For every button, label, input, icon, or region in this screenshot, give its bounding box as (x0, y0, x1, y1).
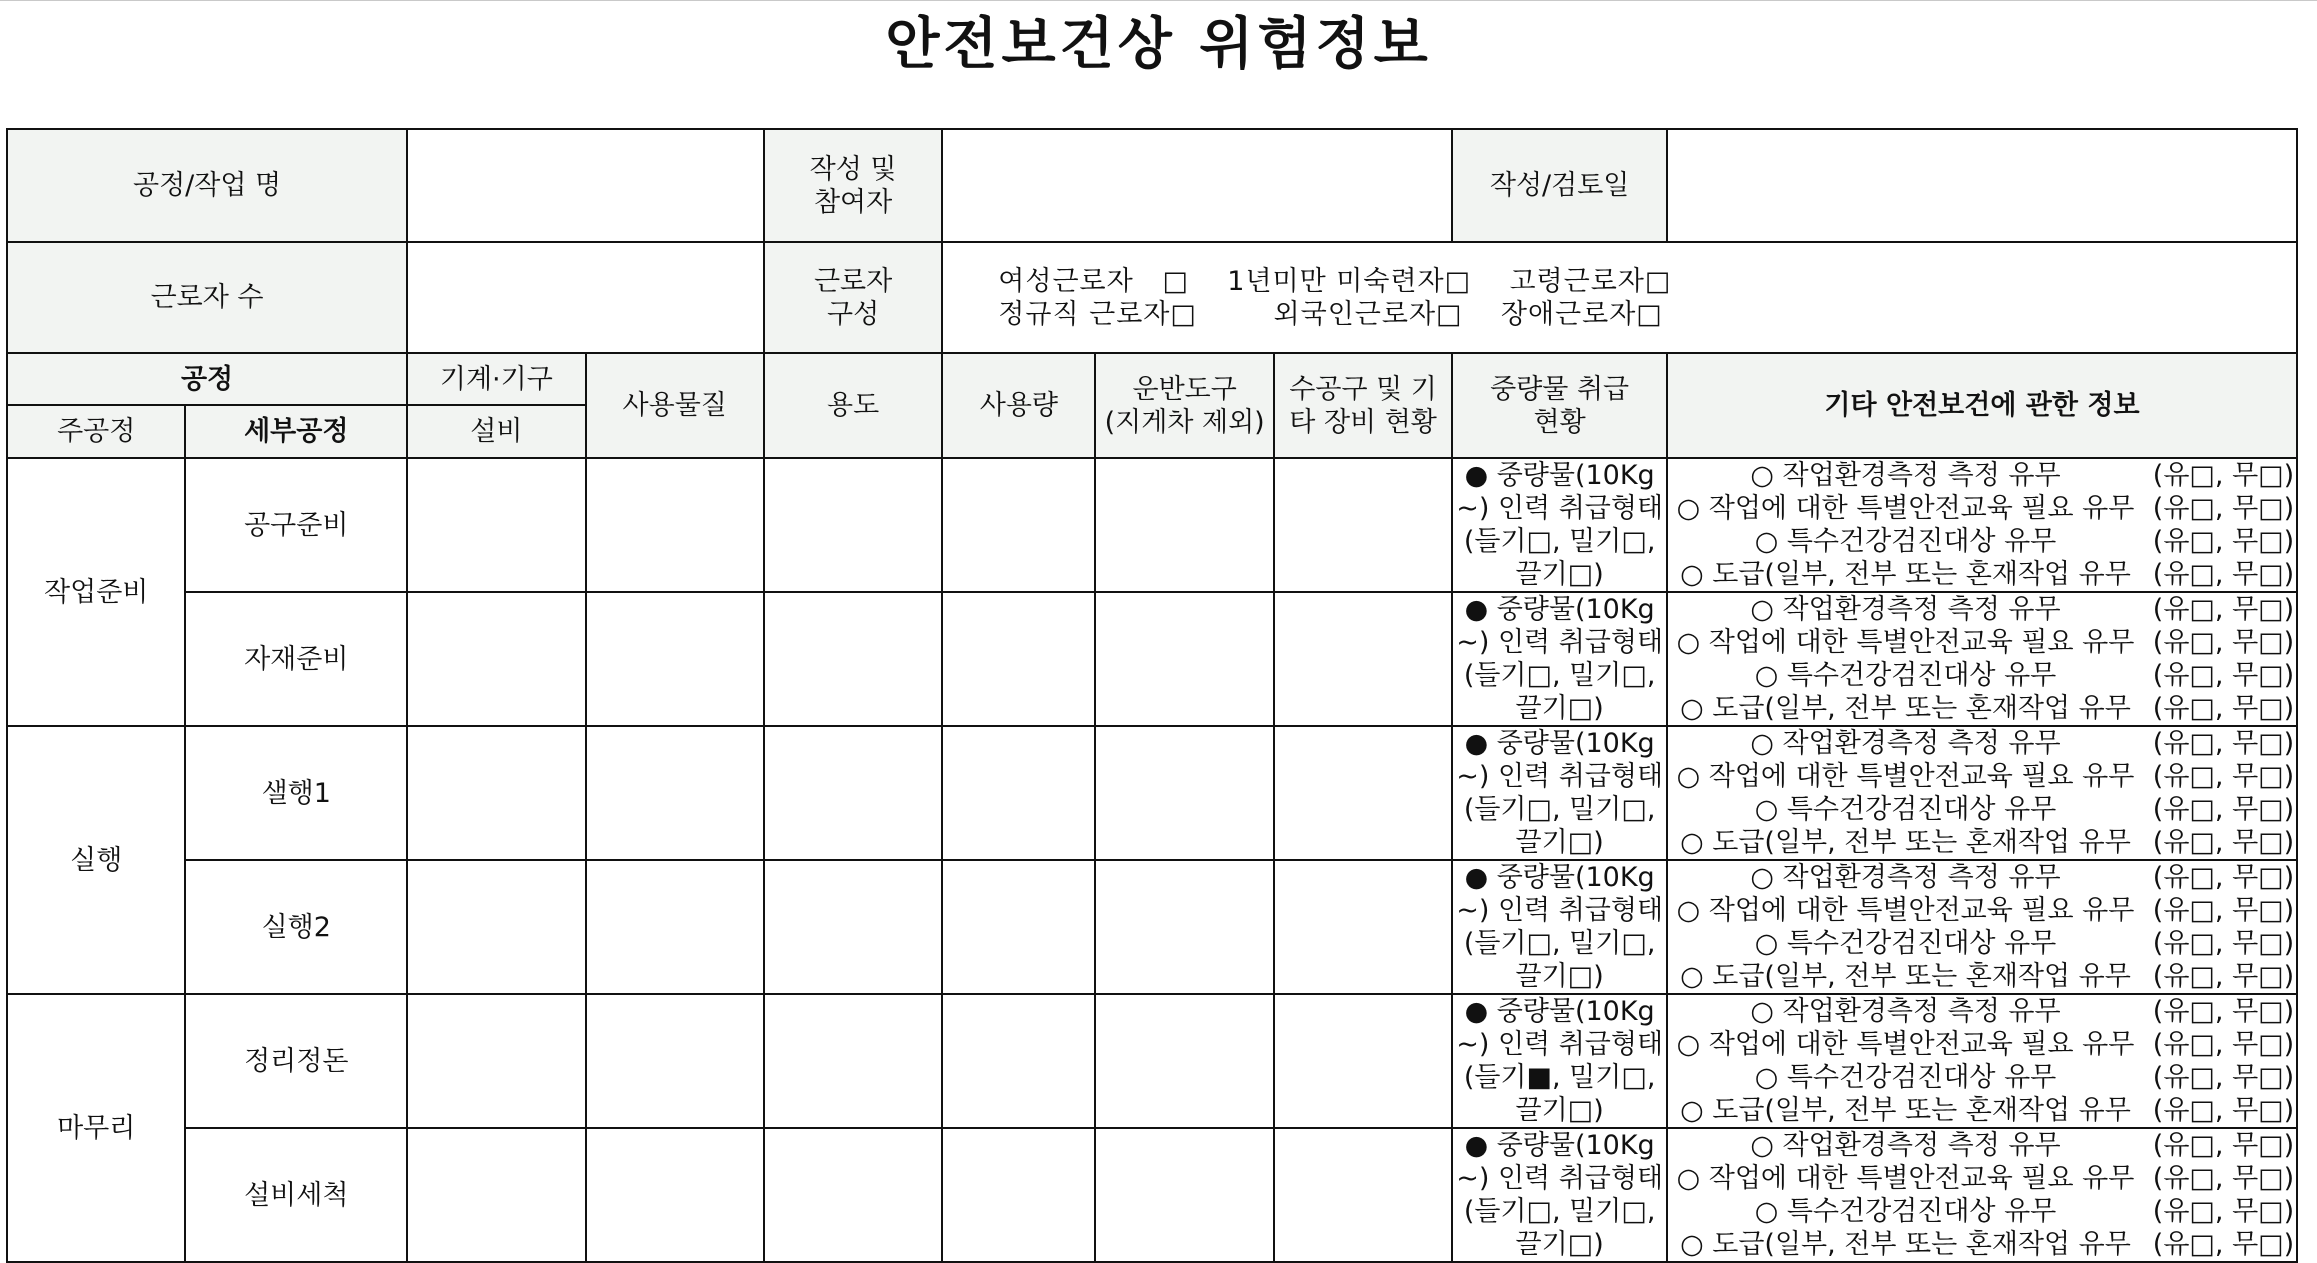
other-info-item-checkbox[interactable]: (유□, 무□) (2152, 961, 2295, 992)
process-row (7, 860, 2297, 994)
process-name-field[interactable] (407, 129, 764, 242)
main-process-label: 마무리 (57, 1112, 136, 1144)
col-main-process-header (7, 405, 185, 458)
sub-process-cell (185, 726, 407, 860)
amount-cell[interactable] (942, 1128, 1095, 1262)
other-info-item-text: ○ 도급(일부, 전부 또는 혼재작업 유무 (1680, 1095, 2131, 1126)
tools-cell[interactable] (1274, 1128, 1452, 1262)
usage-cell[interactable] (764, 994, 942, 1128)
other-info-item-checkbox[interactable]: (유□, 무□) (2152, 1196, 2295, 1227)
sub-process-label: 설비세척 (244, 1179, 349, 1211)
materials-cell[interactable] (586, 458, 764, 592)
equipment-cell[interactable] (407, 994, 585, 1128)
col-tools-header (1274, 353, 1452, 458)
col-materials-text: 사용물질 (622, 390, 727, 421)
col-process-header (7, 353, 407, 405)
usage-cell[interactable] (764, 860, 942, 994)
amount-cell[interactable] (942, 994, 1095, 1128)
worker-count-label (7, 242, 407, 353)
other-info-item-text: ○ 작업에 대한 특별안전교육 필요 유무 (1676, 1029, 2135, 1060)
transport-cell[interactable] (1095, 1128, 1273, 1262)
col-heavy-header (1452, 353, 1667, 458)
heavy-handling-line: ● 중량물(10Kg (1464, 1130, 1655, 1161)
page-title: 안전보건상 위험정보 (885, 12, 1432, 77)
other-info-item[interactable] (1668, 1129, 2296, 1162)
col-amount-header (942, 353, 1095, 458)
heavy-handling-cell[interactable] (1452, 726, 1667, 860)
heavy-handling-line[interactable]: 끌기□) (1515, 1229, 1604, 1260)
sub-process-label: 자재준비 (244, 643, 349, 675)
col-equipment-header (407, 405, 585, 458)
other-info-item-text: ○ 특수건강검진대상 유무 (1754, 660, 2057, 691)
sub-process-cell (185, 860, 407, 994)
sub-process-label: 샐행1 (261, 777, 331, 809)
heavy-handling-line: ~) 인력 취급형태 (1456, 1163, 1664, 1194)
heavy-handling-line[interactable]: 끌기□) (1515, 827, 1604, 858)
other-info-item-text: ○ 특수건강검진대상 유무 (1754, 526, 2057, 557)
other-info-item-checkbox[interactable]: (유□, 무□) (2152, 627, 2295, 658)
other-info-item-checkbox[interactable]: (유□, 무□) (2152, 1029, 2295, 1060)
other-info-item-text: ○ 도급(일부, 전부 또는 혼재작업 유무 (1680, 559, 2131, 590)
col-usage-text: 용도 (827, 390, 880, 421)
other-info-item-checkbox[interactable]: (유□, 무□) (2152, 928, 2295, 959)
other-info-item[interactable] (1668, 1061, 2296, 1094)
other-info-item[interactable] (1668, 492, 2296, 525)
col-transport-line1: 운반도구 (1132, 373, 1237, 405)
heavy-handling-line[interactable]: (들기□, 밀기□, (1463, 1196, 1656, 1227)
col-amount-text: 사용량 (979, 390, 1059, 421)
top-border-line (0, 0, 2317, 1)
heavy-handling-line: ● 중량물(10Kg (1464, 460, 1655, 491)
composition-checkboxes[interactable] (942, 242, 2297, 353)
heavy-handling-cell[interactable] (1452, 458, 1667, 592)
heavy-handling-line[interactable]: 끌기□) (1515, 1095, 1604, 1126)
usage-cell[interactable] (764, 1128, 942, 1262)
sub-process-cell (185, 994, 407, 1128)
heavy-handling-line: ● 중량물(10Kg (1464, 996, 1655, 1027)
equipment-cell[interactable] (407, 458, 585, 592)
other-info-item-checkbox[interactable]: (유□, 무□) (2152, 761, 2295, 792)
other-info-item-text: ○ 특수건강검진대상 유무 (1754, 928, 2057, 959)
date-label-text: 작성/검토일 (1489, 170, 1630, 201)
worker-count-label-text: 근로자 수 (150, 282, 264, 313)
col-other-text: 기타 안전보건에 관한 정보 (1824, 390, 2140, 421)
main-process-label: 작업준비 (44, 576, 149, 608)
heavy-handling-line[interactable]: 끌기□) (1515, 961, 1604, 992)
other-info-item-checkbox[interactable]: (유□, 무□) (2152, 794, 2295, 825)
other-info-item-text: ○ 도급(일부, 전부 또는 혼재작업 유무 (1680, 961, 2131, 992)
other-info-item-checkbox[interactable]: (유□, 무□) (2152, 660, 2295, 691)
other-info-item[interactable] (1668, 927, 2296, 960)
equipment-cell[interactable] (407, 860, 585, 994)
other-info-cell[interactable] (1667, 994, 2297, 1128)
heavy-handling-line: ~) 인력 취급형태 (1456, 761, 1664, 792)
heavy-handling-line[interactable]: (들기□, 밀기□, (1463, 928, 1656, 959)
col-sub-process-text: 세부공정 (244, 416, 349, 447)
transport-cell[interactable] (1095, 994, 1273, 1128)
other-info-item-text: ○ 작업환경측정 측정 유무 (1750, 594, 2061, 625)
sub-process-cell (185, 1128, 407, 1262)
other-info-item-checkbox[interactable]: (유□, 무□) (2152, 728, 2295, 759)
col-machine-header (407, 353, 585, 405)
amount-cell[interactable] (942, 458, 1095, 592)
other-info-item-text: ○ 작업에 대한 특별안전교육 필요 유무 (1676, 493, 2135, 524)
process-row (7, 994, 2297, 1128)
other-info-item[interactable] (1668, 727, 2296, 760)
other-info-item-checkbox[interactable]: (유□, 무□) (2152, 526, 2295, 557)
heavy-handling-line[interactable]: (들기□, 밀기□, (1463, 526, 1656, 557)
transport-cell[interactable] (1095, 726, 1273, 860)
usage-cell[interactable] (764, 592, 942, 726)
materials-cell[interactable] (586, 860, 764, 994)
other-info-item-checkbox[interactable]: (유□, 무□) (2152, 827, 2295, 858)
composition-row-2[interactable]: 정규직 근로자□ 외국인근로자□ 장애근로자□ (998, 298, 1663, 330)
equipment-cell[interactable] (407, 592, 585, 726)
other-info-cell[interactable] (1667, 860, 2297, 994)
tools-cell[interactable] (1274, 592, 1452, 726)
composition-label-line1: 근로자 (813, 265, 893, 297)
equipment-cell[interactable] (407, 726, 585, 860)
tools-cell[interactable] (1274, 994, 1452, 1128)
other-info-item-checkbox[interactable]: (유□, 무□) (2152, 1095, 2295, 1126)
process-name-label (7, 129, 407, 242)
other-info-item-text: ○ 특수건강검진대상 유무 (1754, 1062, 2057, 1093)
other-info-item[interactable] (1668, 525, 2296, 558)
main-process-cell (7, 994, 185, 1262)
other-info-item[interactable] (1668, 1228, 2296, 1261)
heavy-handling-line[interactable]: (들기■, 밀기□, (1463, 1062, 1656, 1093)
other-info-item-text: ○ 도급(일부, 전부 또는 혼재작업 유무 (1680, 827, 2131, 858)
heavy-handling-line: ● 중량물(10Kg (1464, 728, 1655, 759)
col-sub-process-header (185, 405, 407, 458)
other-info-item[interactable] (1668, 692, 2296, 725)
other-info-item-checkbox[interactable]: (유□, 무□) (2152, 594, 2295, 625)
sub-process-label: 정리정돈 (244, 1045, 349, 1077)
other-info-item-checkbox[interactable]: (유□, 무□) (2152, 1163, 2295, 1194)
other-info-item-checkbox[interactable]: (유□, 무□) (2152, 862, 2295, 893)
composition-label-line2: 구성 (827, 298, 880, 330)
other-info-item-checkbox[interactable]: (유□, 무□) (2152, 1130, 2295, 1161)
other-info-item[interactable] (1668, 593, 2296, 626)
other-info-item-text: ○ 작업환경측정 측정 유무 (1750, 862, 2061, 893)
other-info-cell[interactable] (1667, 458, 2297, 592)
heavy-handling-cell[interactable] (1452, 1128, 1667, 1262)
col-tools-line2: 타 장비 현황 (1289, 406, 1437, 438)
other-info-item[interactable] (1668, 861, 2296, 894)
equipment-cell[interactable] (407, 1128, 585, 1262)
col-materials-header (586, 353, 764, 458)
main-process-cell (7, 726, 185, 994)
process-name-label-text: 공정/작업 명 (133, 170, 282, 201)
other-info-item[interactable] (1668, 626, 2296, 659)
heavy-handling-line: ~) 인력 취급형태 (1456, 895, 1664, 926)
process-row (7, 726, 2297, 860)
composition-row-1[interactable]: 여성근로자 □ 1년미만 미숙련자□ 고령근로자□ (998, 265, 1672, 297)
other-info-item-text: ○ 도급(일부, 전부 또는 혼재작업 유무 (1680, 693, 2131, 724)
other-info-item[interactable] (1668, 1028, 2296, 1061)
other-info-item[interactable] (1668, 826, 2296, 859)
materials-cell[interactable] (586, 994, 764, 1128)
heavy-handling-cell[interactable] (1452, 592, 1667, 726)
other-info-item-text: ○ 작업환경측정 측정 유무 (1750, 1130, 2061, 1161)
other-info-item-checkbox[interactable]: (유□, 무□) (2152, 693, 2295, 724)
sub-process-cell (185, 592, 407, 726)
other-info-item[interactable] (1668, 995, 2296, 1028)
other-info-item-text: ○ 작업환경측정 측정 유무 (1750, 728, 2061, 759)
transport-cell[interactable] (1095, 860, 1273, 994)
col-machine-text: 기계·기구 (439, 363, 553, 395)
materials-cell[interactable] (586, 1128, 764, 1262)
heavy-handling-cell[interactable] (1452, 860, 1667, 994)
other-info-item-text: ○ 작업에 대한 특별안전교육 필요 유무 (1676, 895, 2135, 926)
other-info-item-text: ○ 특수건강검진대상 유무 (1754, 794, 2057, 825)
other-info-item-text: ○ 특수건강검진대상 유무 (1754, 1196, 2057, 1227)
sub-process-cell (185, 458, 407, 592)
risk-info-form (6, 128, 2298, 1263)
other-info-item-checkbox[interactable]: (유□, 무□) (2152, 996, 2295, 1027)
heavy-handling-cell[interactable] (1452, 994, 1667, 1128)
col-other-header (1667, 353, 2297, 458)
other-info-item-text: ○ 작업에 대한 특별안전교육 필요 유무 (1676, 761, 2135, 792)
col-usage-header (764, 353, 942, 458)
usage-cell[interactable] (764, 458, 942, 592)
main-process-label: 실행 (70, 844, 123, 876)
heavy-handling-line[interactable]: (들기□, 밀기□, (1463, 660, 1656, 691)
worker-count-field[interactable] (407, 242, 764, 353)
transport-cell[interactable] (1095, 458, 1273, 592)
other-info-item[interactable] (1668, 894, 2296, 927)
process-row (7, 1128, 2297, 1262)
other-info-item-checkbox[interactable]: (유□, 무□) (2152, 895, 2295, 926)
tools-cell[interactable] (1274, 458, 1452, 592)
other-info-item[interactable] (1668, 1094, 2296, 1127)
transport-cell[interactable] (1095, 592, 1273, 726)
other-info-item[interactable] (1668, 760, 2296, 793)
other-info-item-checkbox[interactable]: (유□, 무□) (2152, 460, 2295, 491)
materials-cell[interactable] (586, 726, 764, 860)
other-info-item[interactable] (1668, 558, 2296, 591)
writer-label (764, 129, 942, 242)
writer-field[interactable] (942, 129, 1452, 242)
other-info-cell[interactable] (1667, 726, 2297, 860)
other-info-item-checkbox[interactable]: (유□, 무□) (2152, 1062, 2295, 1093)
materials-cell[interactable] (586, 592, 764, 726)
process-row (7, 592, 2297, 726)
sub-process-label: 실행2 (261, 911, 331, 943)
sub-process-label: 공구준비 (244, 509, 349, 541)
writer-label-line2: 참여자 (813, 186, 893, 218)
heavy-handling-line: ~) 인력 취급형태 (1456, 1029, 1664, 1060)
col-tools-line1: 수공구 및 기 (1289, 373, 1437, 405)
other-info-item-checkbox[interactable]: (유□, 무□) (2152, 493, 2295, 524)
heavy-handling-line: ● 중량물(10Kg (1464, 862, 1655, 893)
col-heavy-line2: 현황 (1533, 406, 1586, 438)
process-row (7, 458, 2297, 592)
col-transport-header (1095, 353, 1273, 458)
col-equipment-text: 설비 (470, 416, 523, 447)
other-info-item-text: ○ 도급(일부, 전부 또는 혼재작업 유무 (1680, 1229, 2131, 1260)
other-info-cell[interactable] (1667, 592, 2297, 726)
heavy-handling-line[interactable]: 끌기□) (1515, 693, 1604, 724)
other-info-cell[interactable] (1667, 1128, 2297, 1262)
other-info-item-checkbox[interactable]: (유□, 무□) (2152, 559, 2295, 590)
heavy-handling-line: ~) 인력 취급형태 (1456, 493, 1664, 524)
other-info-item[interactable] (1668, 793, 2296, 826)
writer-label-line1: 작성 및 (809, 153, 897, 185)
heavy-handling-line[interactable]: (들기□, 밀기□, (1463, 794, 1656, 825)
other-info-item[interactable] (1668, 1162, 2296, 1195)
other-info-item[interactable] (1668, 960, 2296, 993)
date-label (1452, 129, 1667, 242)
heavy-handling-line: ● 중량물(10Kg (1464, 594, 1655, 625)
other-info-item-text: ○ 작업환경측정 측정 유무 (1750, 460, 2061, 491)
other-info-item-text: ○ 작업에 대한 특별안전교육 필요 유무 (1676, 627, 2135, 658)
usage-cell[interactable] (764, 726, 942, 860)
amount-cell[interactable] (942, 726, 1095, 860)
tools-cell[interactable] (1274, 860, 1452, 994)
other-info-item[interactable] (1668, 459, 2296, 492)
heavy-handling-line: ~) 인력 취급형태 (1456, 627, 1664, 658)
other-info-item[interactable] (1668, 1195, 2296, 1228)
amount-cell[interactable] (942, 592, 1095, 726)
other-info-item-text: ○ 작업환경측정 측정 유무 (1750, 996, 2061, 1027)
other-info-item-text: ○ 작업에 대한 특별안전교육 필요 유무 (1676, 1163, 2135, 1194)
col-transport-line2: (지게차 제외) (1104, 406, 1265, 438)
tools-cell[interactable] (1274, 726, 1452, 860)
other-info-item-checkbox[interactable]: (유□, 무□) (2152, 1229, 2295, 1260)
main-process-cell (7, 458, 185, 726)
date-field[interactable] (1667, 129, 2297, 242)
amount-cell[interactable] (942, 860, 1095, 994)
heavy-handling-line[interactable]: 끌기□) (1515, 559, 1604, 590)
col-heavy-line1: 중량물 취급 (1490, 373, 1630, 405)
col-main-process-text: 주공정 (57, 416, 136, 447)
other-info-item[interactable] (1668, 659, 2296, 692)
composition-label (764, 242, 942, 353)
col-process-text: 공정 (180, 363, 234, 395)
